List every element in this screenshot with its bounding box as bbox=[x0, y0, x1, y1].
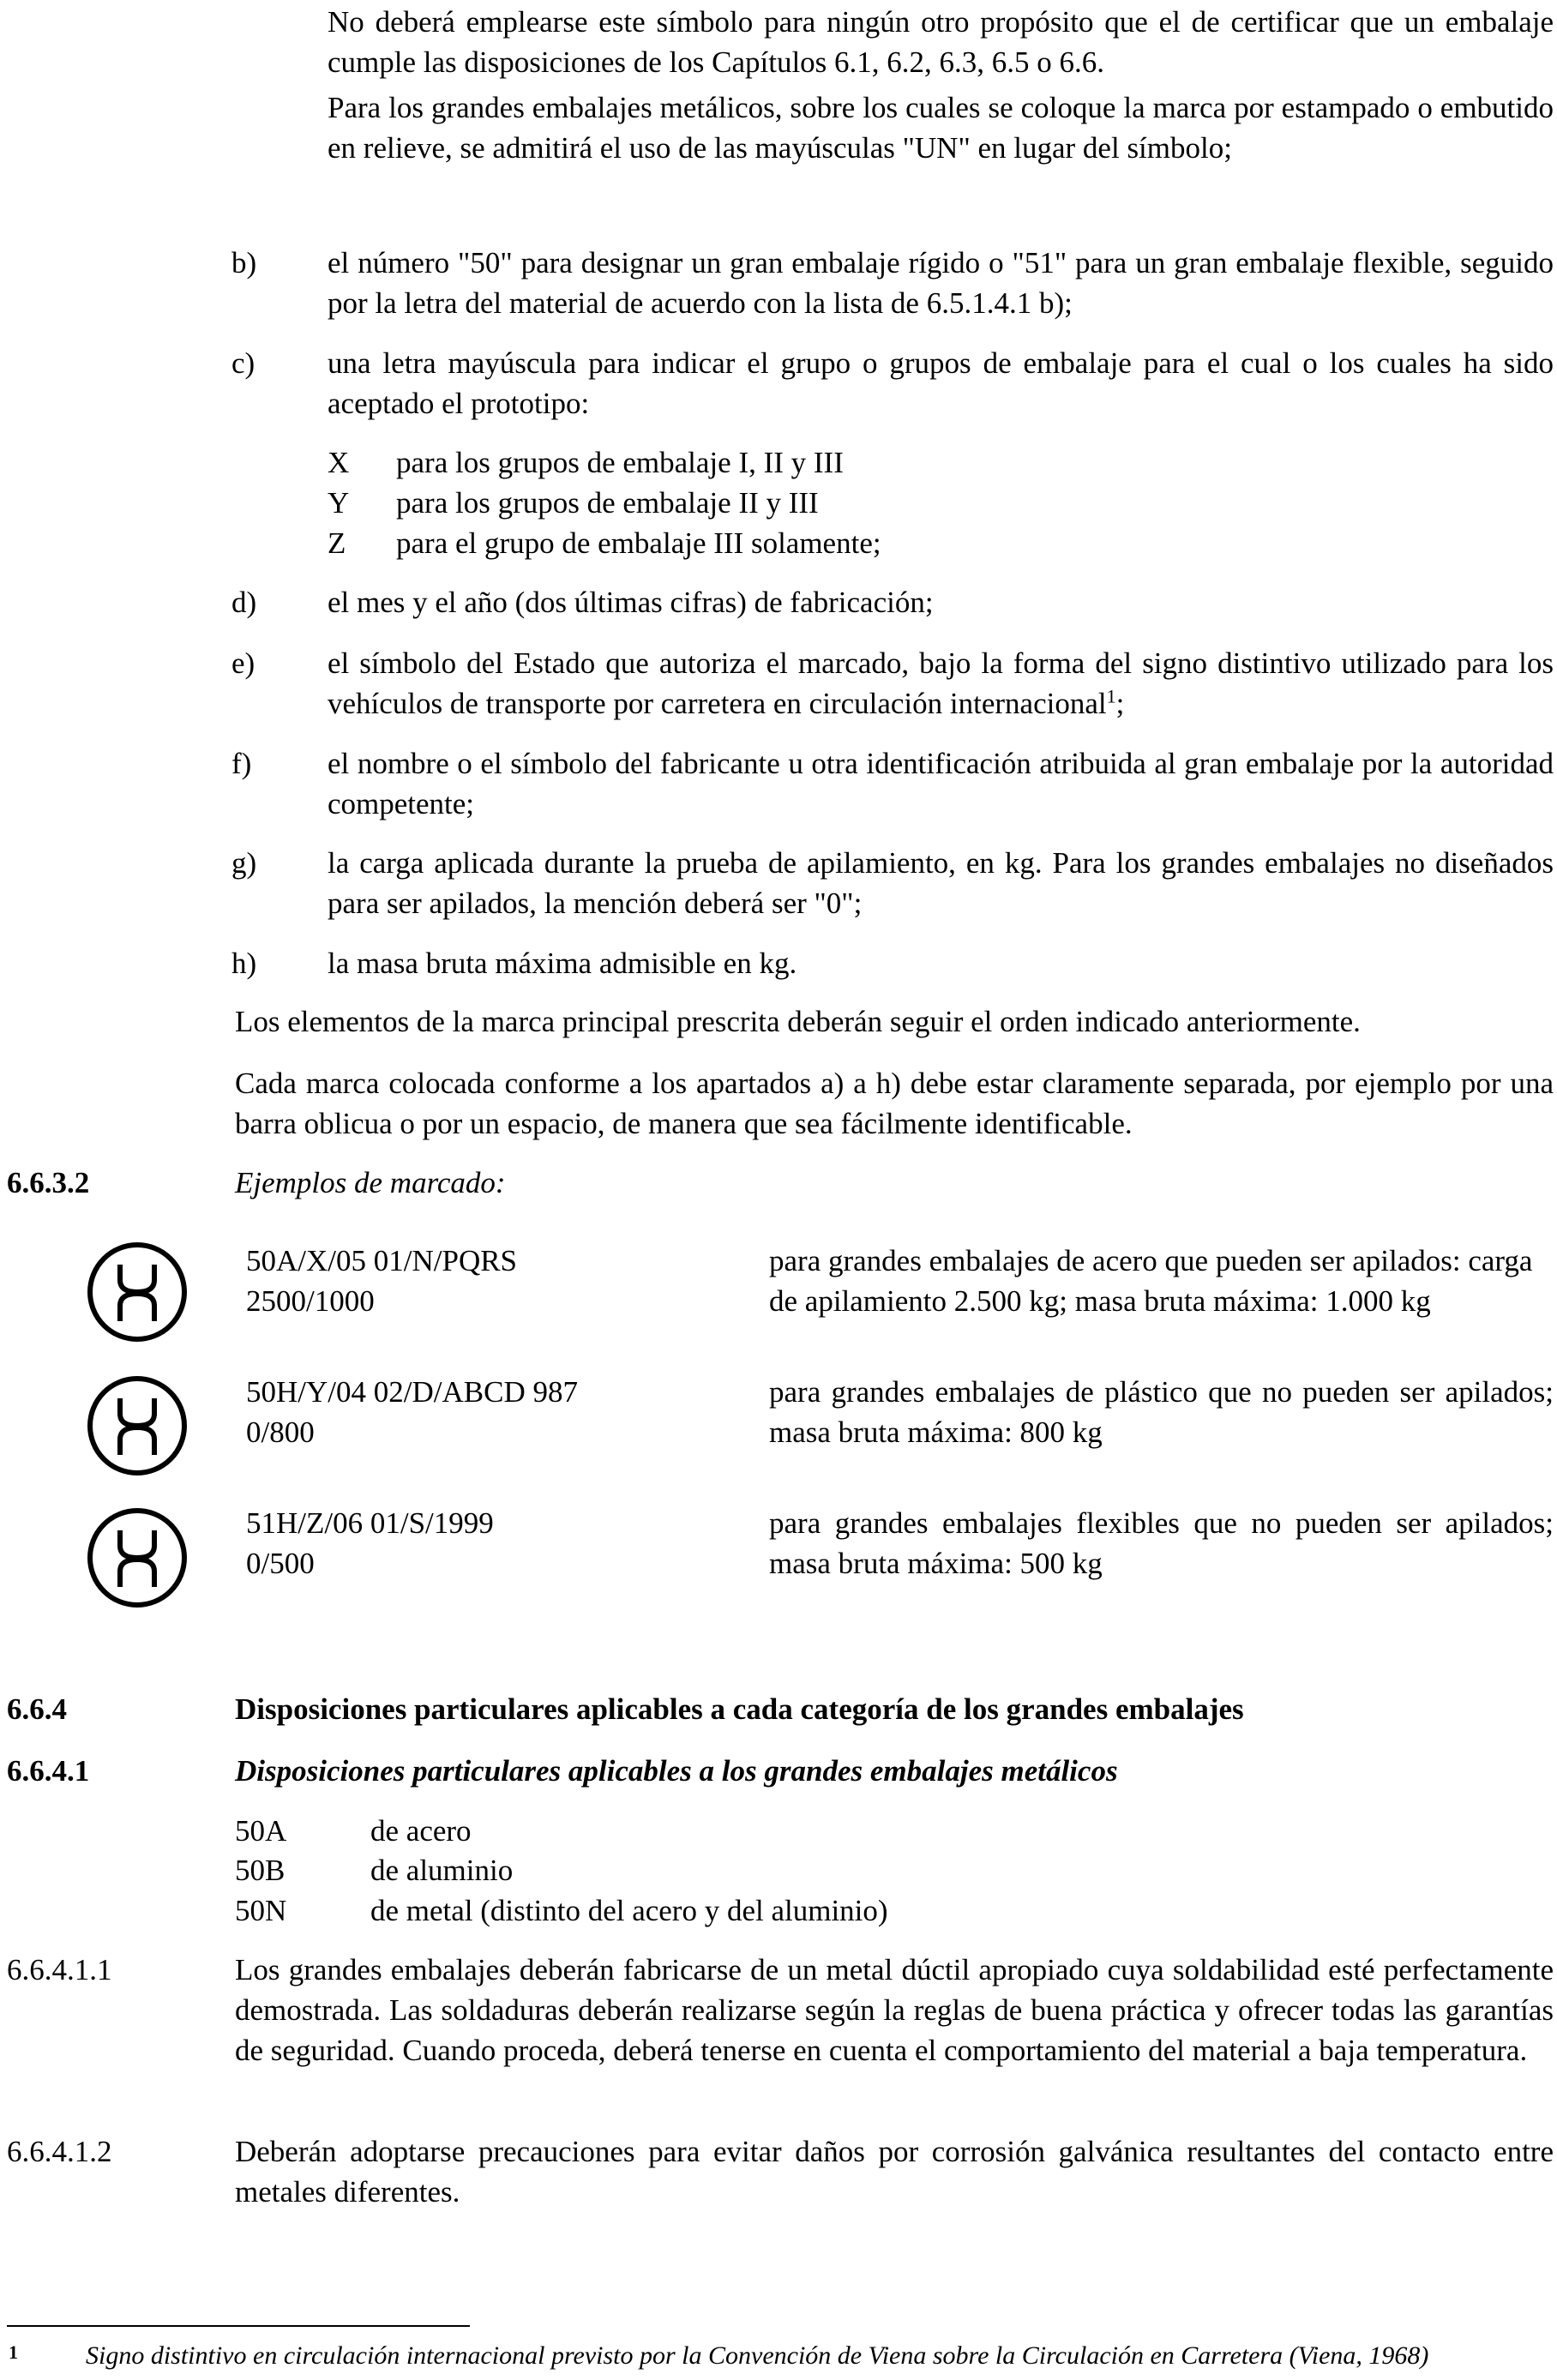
order-paragraph: Los elementos de la marca principal prescrita deberán seguir el orden indicado anteriormente. bbox=[235, 1005, 1361, 1038]
material-code: 50N bbox=[235, 1894, 287, 1927]
un-symbol-icon bbox=[86, 1506, 189, 1609]
item-text-h: la masa bruta máxima admisible en kg. bbox=[328, 947, 797, 980]
footnote-text: Signo distintivo en circulación internacional previsto por la Convención de Viena sobre la Circulación en Carretera (Viena, 1968) bbox=[86, 2341, 1429, 2370]
section-title-6632: Ejemplos de marcado: bbox=[235, 1166, 506, 1199]
un-symbol-icon bbox=[86, 1374, 189, 1477]
item-label-c: c) bbox=[231, 346, 255, 380]
example-description: para grandes embalajes de acero que pueden ser apilados: carga de apilamiento 2.500 kg; masa bruta máxima: 1.000 kg bbox=[769, 1244, 1533, 1318]
item-label-h: h) bbox=[231, 947, 257, 980]
group-code: Z bbox=[328, 526, 346, 560]
item-text-e bbox=[328, 643, 1554, 724]
group-desc: para el grupo de embalaje III solamente; bbox=[396, 526, 881, 560]
example-code-line1: 50H/Y/04 02/D/ABCD 987 bbox=[246, 1375, 578, 1409]
material-desc: de acero bbox=[370, 1814, 472, 1848]
item-text-b: el número "50" para designar un gran embalaje rígido o "51" para un gran embalaje flexible, seguido por la letra del material de acuerdo con la lista de 6.5.1.4.1 b); bbox=[328, 246, 1554, 320]
section-number-6641: 6.6.4.1 bbox=[7, 1754, 90, 1788]
un-symbol-icon bbox=[86, 1241, 189, 1343]
item-label-g: g) bbox=[231, 846, 257, 880]
section-number-6632: 6.6.3.2 bbox=[7, 1166, 90, 1199]
example-code-line1: 50A/X/05 01/N/PQRS bbox=[246, 1244, 518, 1277]
separation-paragraph: Cada marca colocada conforme a los apartados a) a h) debe estar claramente separada, por ejemplo por una barra oblicua o por un espacio, de manera que sea fácilmente identificable. bbox=[235, 1067, 1554, 1140]
group-desc: para los grupos de embalaje I, II y III bbox=[396, 446, 844, 479]
item-text-e-tail: ; bbox=[1115, 687, 1125, 720]
section-title-6641: Disposiciones particulares aplicables a los grandes embalajes metálicos bbox=[235, 1754, 1118, 1788]
example-description: para grandes embalajes de plástico que no pueden ser apilados; masa bruta máxima: 800 kg bbox=[769, 1375, 1554, 1449]
section-title-664: Disposiciones particulares aplicables a cada categoría de los grandes embalajes bbox=[235, 1692, 1244, 1726]
footnote-separator bbox=[7, 2325, 470, 2327]
group-desc: para los grupos de embalaje II y III bbox=[396, 486, 819, 520]
group-code: Y bbox=[328, 486, 350, 520]
intro-paragraph-2: Para los grandes embalajes metálicos, sobre los cuales se coloque la marca por estampado o embutido en relieve, se admitirá el uso de las mayúsculas "UN" en lugar del símbolo; bbox=[328, 91, 1554, 165]
item-text-d: el mes y el año (dos últimas cifras) de fabricación; bbox=[328, 586, 934, 619]
section-number-66411: 6.6.4.1.1 bbox=[7, 1953, 112, 1986]
item-label-f: f) bbox=[231, 747, 252, 780]
example-code-line2: 0/800 bbox=[246, 1415, 315, 1449]
example-code-line2: 2500/1000 bbox=[246, 1284, 375, 1318]
example-code-line2: 0/500 bbox=[246, 1547, 315, 1580]
intro-paragraph-1: No deberá emplearse este símbolo para ningún otro propósito que el de certificar que un embalaje cumple las disposiciones de los Capítulos 6.1, 6.2, 6.3, 6.5 o 6.6. bbox=[328, 5, 1554, 79]
material-desc: de aluminio bbox=[370, 1854, 514, 1887]
material-code: 50B bbox=[235, 1854, 286, 1887]
item-text-g: la carga aplicada durante la prueba de apilamiento, en kg. Para los grandes embalajes no diseñados para ser apilados, la mención deberá ser "0"; bbox=[328, 846, 1554, 920]
footnote-marker: 1 bbox=[9, 2341, 18, 2363]
section-text-66412: Deberán adoptarse precauciones para evitar daños por corrosión galvánica resultantes del contacto entre metales diferentes. bbox=[235, 2135, 1554, 2209]
group-code: X bbox=[328, 446, 350, 479]
footnote-reference: 1 bbox=[1106, 685, 1116, 707]
item-label-e: e) bbox=[231, 646, 255, 680]
section-number-66412: 6.6.4.1.2 bbox=[7, 2135, 112, 2168]
item-label-d: d) bbox=[231, 586, 257, 619]
item-label-b: b) bbox=[231, 246, 257, 279]
item-text-c: una letra mayúscula para indicar el grupo o grupos de embalaje para el cual o los cuales ha sido aceptado el prototipo: bbox=[328, 346, 1554, 420]
item-text-e-body: el símbolo del Estado que autoriza el marcado, bajo la forma del signo distintivo utilizado para los vehículos de transporte por carretera en circulación internacional bbox=[328, 646, 1554, 720]
item-text-f: el nombre o el símbolo del fabricante u otra identificación atribuida al gran embalaje por la autoridad competente; bbox=[328, 747, 1554, 820]
material-desc: de metal (distinto del acero y del aluminio) bbox=[370, 1894, 888, 1927]
section-text-66411: Los grandes embalajes deberán fabricarse de un metal dúctil apropiado cuya soldabilidad esté perfectamente demostrada. Las soldaduras deberán realizarse según la reglas de buena práctica y ofrecer todas las garantías de seguridad. Cuando proceda, deberá tenerse en cuenta el comportamiento del material a baja temperatura. bbox=[235, 1953, 1554, 2067]
example-description: para grandes embalajes flexibles que no pueden ser apilados; masa bruta máxima: 500 kg bbox=[769, 1506, 1554, 1580]
example-code-line1: 51H/Z/06 01/S/1999 bbox=[246, 1506, 494, 1540]
section-number-664: 6.6.4 bbox=[7, 1692, 67, 1726]
material-code: 50A bbox=[235, 1814, 287, 1848]
